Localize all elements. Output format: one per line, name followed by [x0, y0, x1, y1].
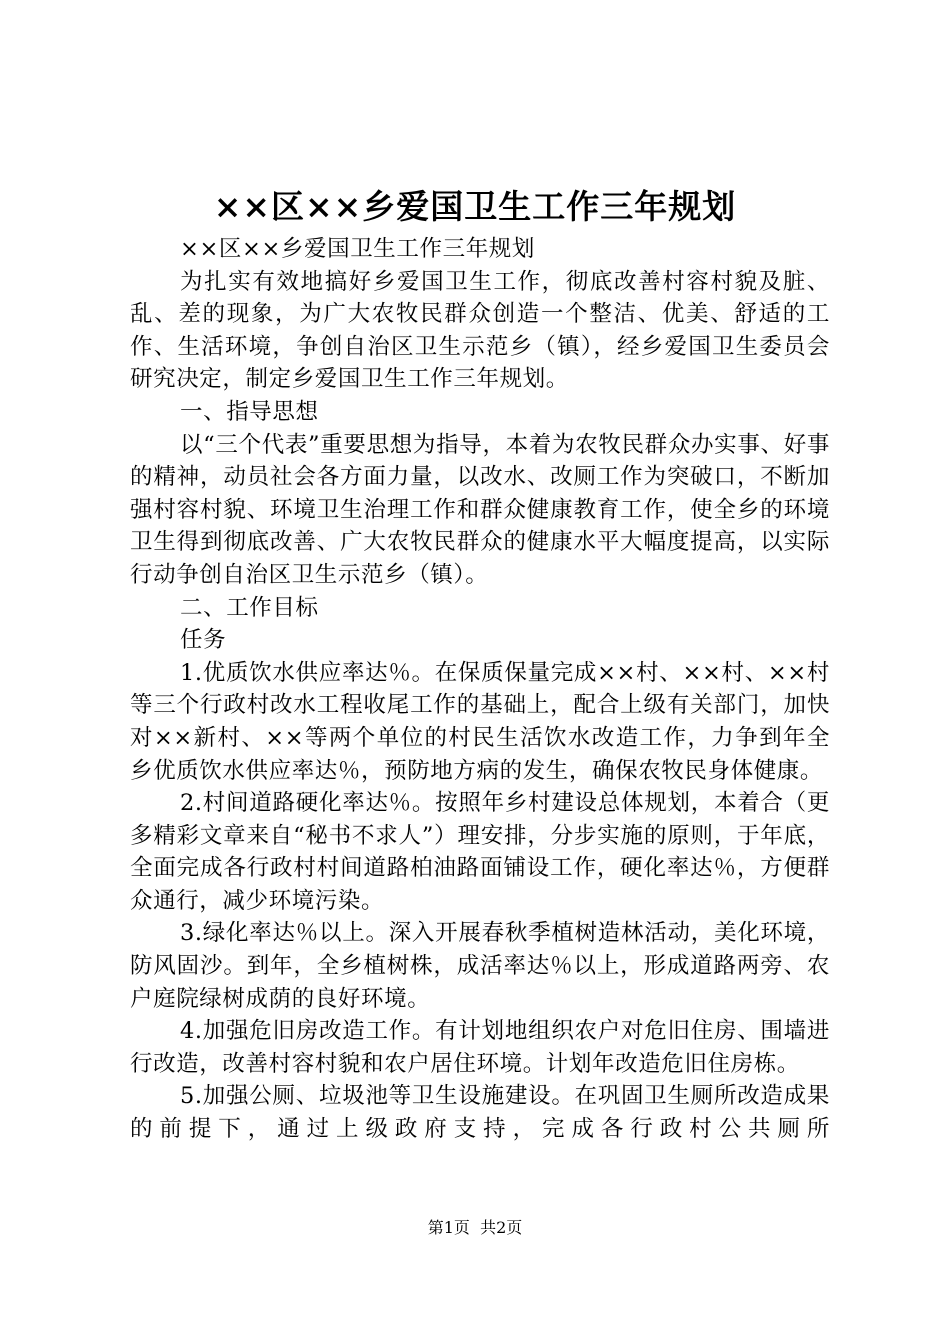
tasks-label: 任务 [180, 627, 227, 654]
subtitle-paragraph: ××区××乡爱国卫生工作三年规划 [180, 236, 536, 262]
section-heading-work-goals: 二、工作目标 [180, 594, 319, 621]
page-number: 第1页 共2页 [427, 1218, 523, 1237]
task-item-2: 2.村间道路硬化率达％。按照年乡村建设总体规划，本着合（更多精彩文章来自“秘书不求人”）理安排，分步实施的原则，于年底，全面完成各行政村村间道路柏油路面铺设工作，硬化率达％，方便群众通行，减少环境污染。 [130, 790, 830, 914]
section-heading-guiding-thought: 一、指导思想 [180, 398, 319, 425]
task-item-5: 5.加强公厕、垃圾池等卫生设施建设。在巩固卫生厕所改造成果的前提下，通过上级政府支持，完成各行政村公共厕所 [130, 1083, 830, 1143]
document-title: ××区××乡爱国卫生工作三年规划 [213, 187, 737, 226]
document-body [130, 233, 830, 1146]
task-item-3: 3.绿化率达％以上。深入开展春秋季植树造林活动，美化环境，防风固沙。到年，全乡植树株，成活率达％以上，形成道路两旁、农户庭院绿树成荫的良好环境。 [130, 920, 830, 1012]
intro-paragraph: 为扎实有效地搞好乡爱国卫生工作，彻底改善村容村貌及脏、乱、差的现象，为广大农牧民群众创造一个整洁、优美、舒适的工作、生活环境，争创自治区卫生示范乡（镇），经乡爱国卫生委员会研究决定，制定乡爱国卫生工作三年规划。 [130, 268, 830, 393]
page-footer [0, 1216, 950, 1240]
task-item-4: 4.加强危旧房改造工作。有计划地组织农户对危旧住房、围墙进行改造，改善村容村貌和农户居住环境。计划年改造危旧住房栋。 [130, 1018, 830, 1077]
guiding-thought-paragraph: 以“三个代表”重要思想为指导，本着为农牧民群众办实事、好事的精神，动员社会各方面力量，以改水、改厕工作为突破口，不断加强村容村貌、环境卫生治理工作和群众健康教育工作，使全乡的环境卫生得到彻底改善、广大农牧民群众的健康水平大幅度提高，以实际行动争创自治区卫生示范乡（镇）。 [130, 431, 830, 588]
task-item-1: 1.优质饮水供应率达％。在保质保量完成××村、××村、××村等三个行政村改水工程收尾工作的基础上，配合上级有关部门，加快对××新村、××等两个单位的村民生活饮水改造工作，力争到年全乡优质饮水供应率达％，预防地方病的发生，确保农牧民身体健康。 [130, 659, 830, 784]
